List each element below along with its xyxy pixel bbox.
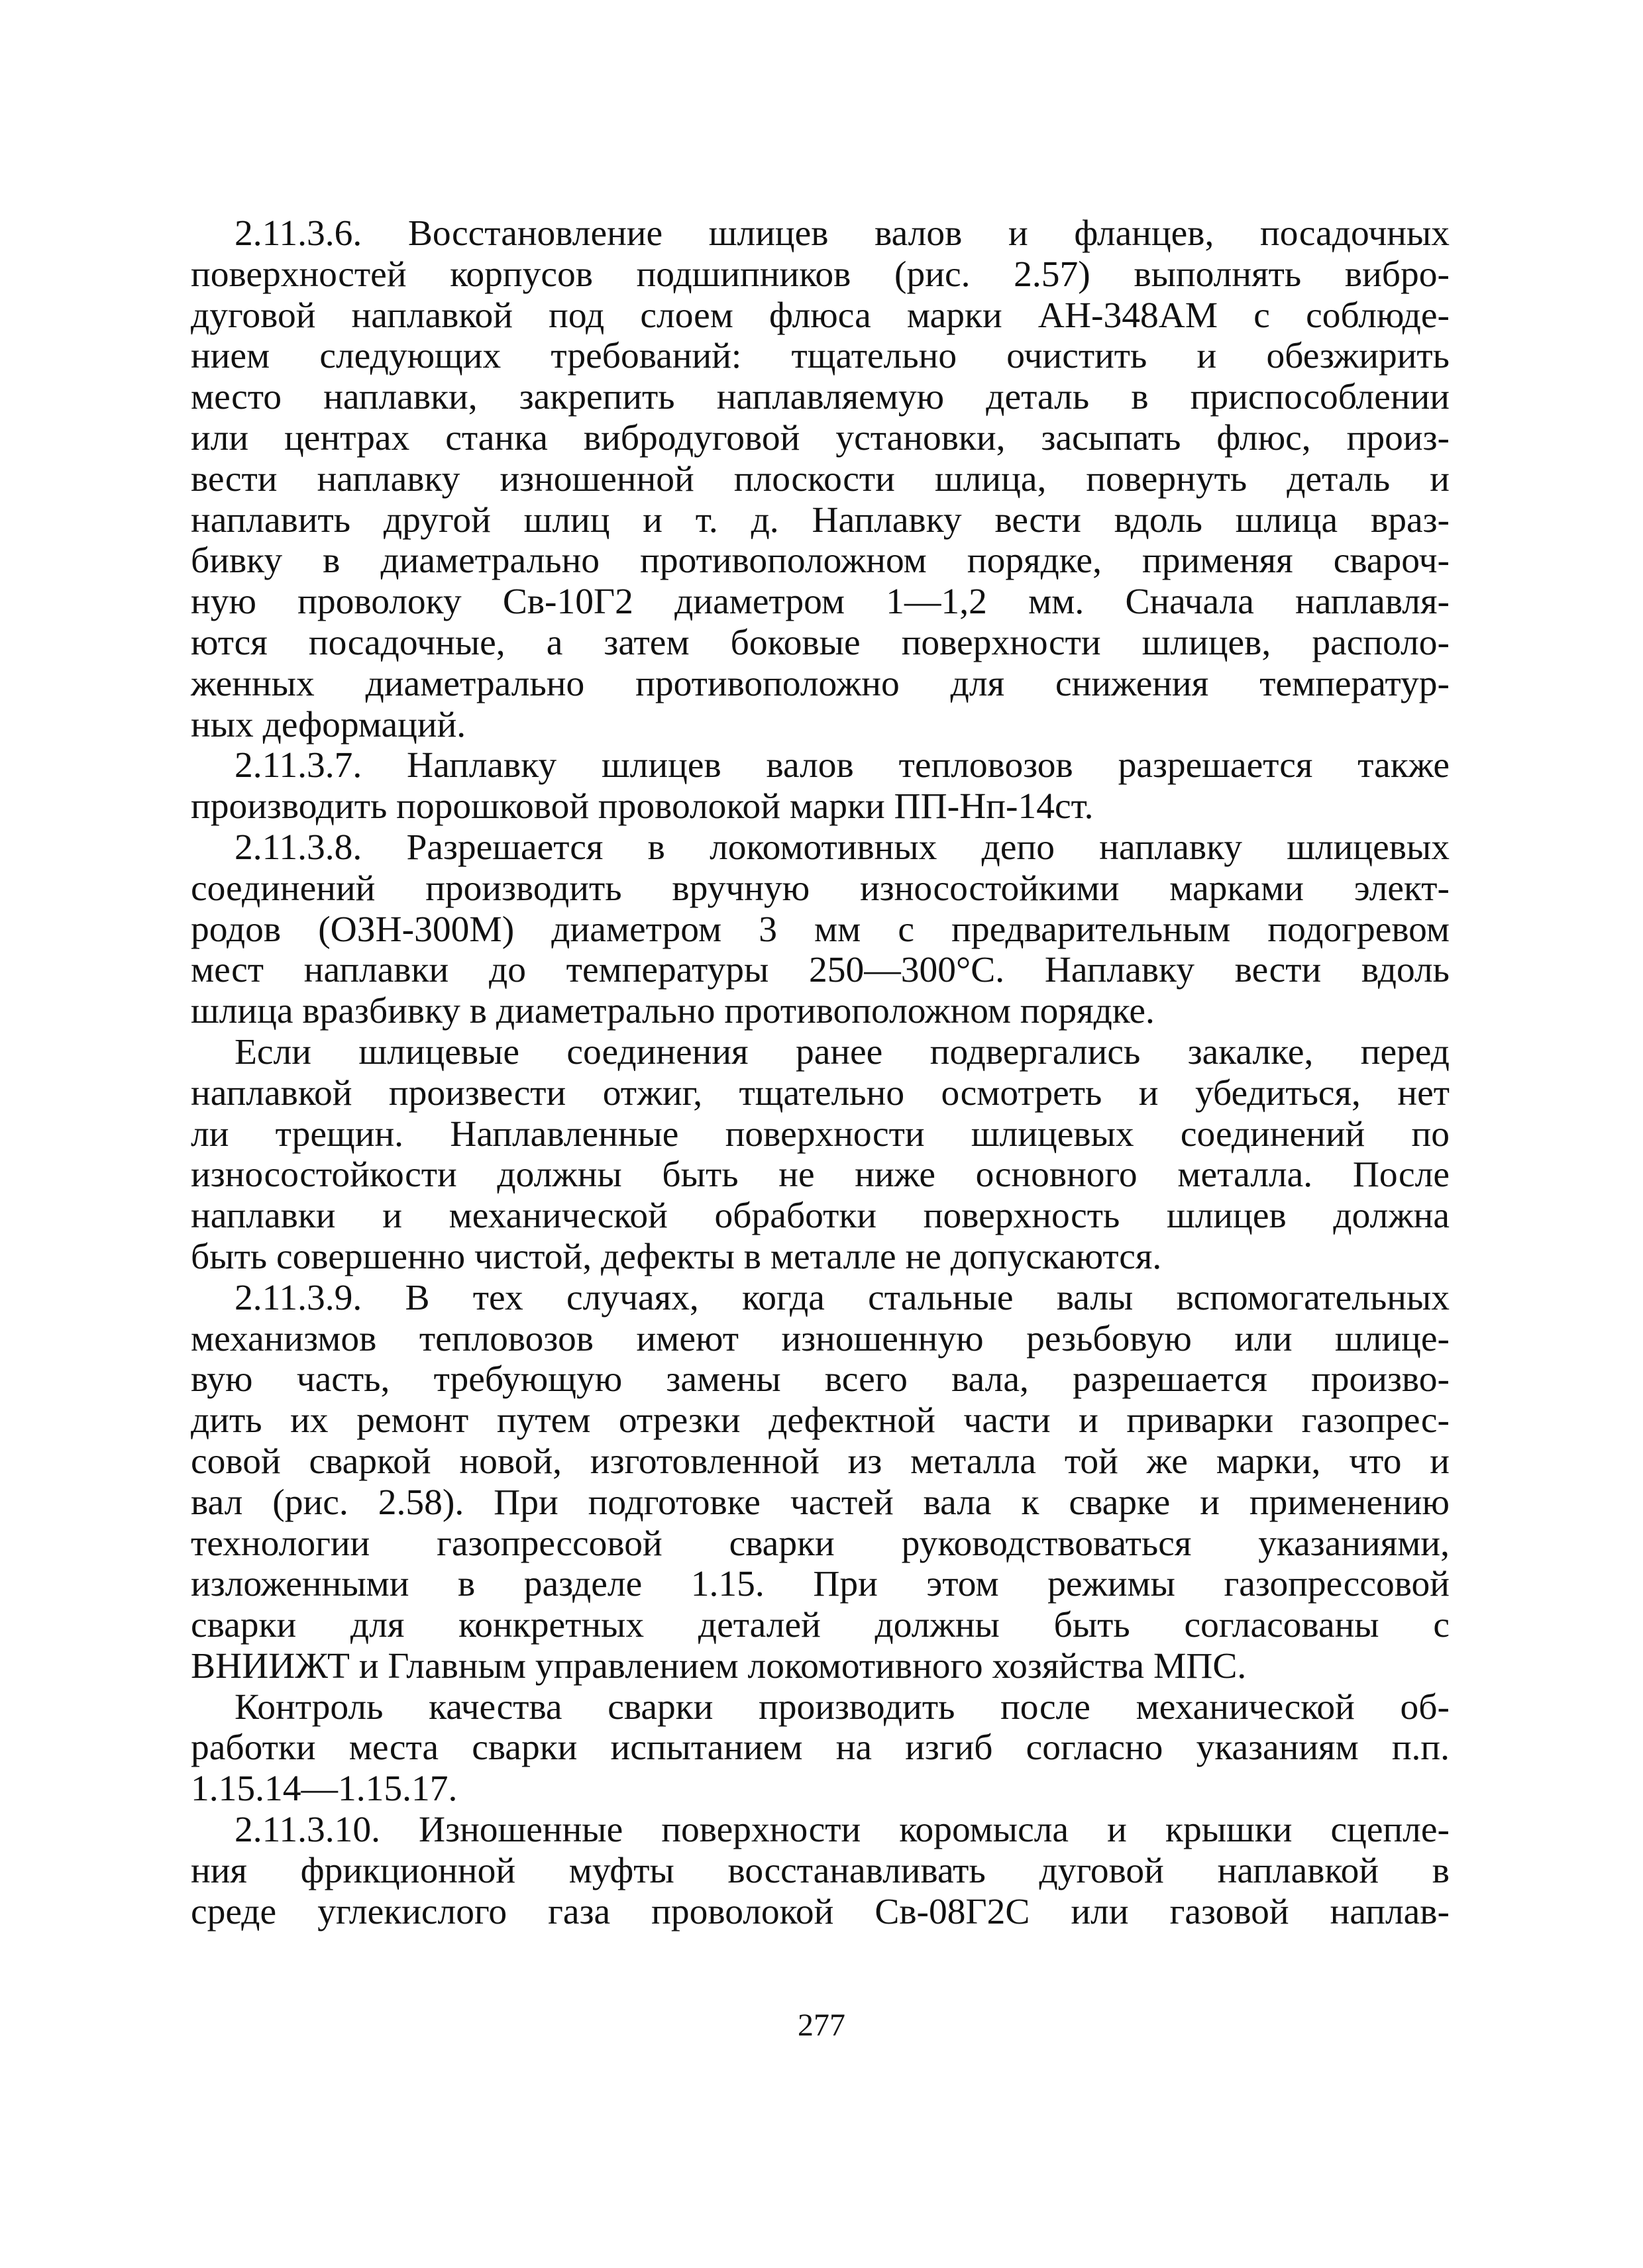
text-line: работки места сварки испытанием на изгиб согласно указаниям п.п. bbox=[191, 1727, 1450, 1769]
text-line: наплавить другой шлиц и т. д. Наплавку вести вдоль шлица враз- bbox=[191, 499, 1450, 541]
text-line: 2.11.3.6. Восстановление шлицев валов и фланцев, посадочных bbox=[235, 213, 1450, 254]
page-number: 277 bbox=[798, 2008, 845, 2043]
text-line: или центрах станка вибродуговой установки, засыпать флюс, произ- bbox=[191, 417, 1450, 458]
text-line: ВНИИЖТ и Главным управлением локомотивного хозяйства МПС. bbox=[191, 1645, 1247, 1686]
paragraph-weld-quality-control bbox=[191, 1687, 1450, 1810]
text-line: 2.11.3.9. В тех случаях, когда стальные валы вспомогательных bbox=[235, 1277, 1450, 1318]
text-line: вую часть, требующую замены всего вала, разрешается произво- bbox=[191, 1359, 1450, 1400]
text-line: 2.11.3.8. Разрешается в локомотивных депо наплавку шлицевых bbox=[235, 827, 1450, 868]
text-line: 1.15.14—1.15.17. bbox=[191, 1769, 458, 1810]
text-line: дуговой наплавкой под слоем флюса марки АН-348АМ с соблюде- bbox=[191, 295, 1450, 336]
paragraph-2-11-3-7 bbox=[191, 745, 1450, 827]
text-line: производить порошковой проволокой марки ПП-Нп-14ст. bbox=[191, 786, 1094, 827]
text-line: вал (рис. 2.58). При подготовке частей вала к сварке и применению bbox=[191, 1482, 1450, 1523]
text-line: шлица вразбивку в диаметрально противоположном порядке. bbox=[191, 991, 1155, 1032]
text-line: совой сваркой новой, изготовленной из металла той же марки, что и bbox=[191, 1441, 1450, 1482]
text-line: механизмов тепловозов имеют изношенную резьбовую или шлице- bbox=[191, 1318, 1450, 1359]
text-line: ния фрикционной муфты восстанавливать дуговой наплавкой в bbox=[191, 1850, 1450, 1891]
paragraph-2-11-3-9 bbox=[191, 1278, 1450, 1687]
text-line: нием следующих требований: тщательно очистить и обезжирить bbox=[191, 336, 1450, 377]
text-line: дить их ремонт путем отрезки дефектной части и приварки газопрес- bbox=[191, 1400, 1450, 1441]
text-line: родов (ОЗН-300М) диаметром 3 мм с предварительным подогревом bbox=[191, 909, 1450, 950]
text-line: Если шлицевые соединения ранее подвергались закалке, перед bbox=[235, 1031, 1450, 1072]
text-line: технологии газопрессовой сварки руководствоваться указаниями, bbox=[191, 1523, 1450, 1564]
text-line: сварки для конкретных деталей должны быть согласованы с bbox=[191, 1605, 1450, 1646]
text-line: женных диаметрально противоположно для снижения температур- bbox=[191, 663, 1450, 704]
text-line: износостойкости должны быть не ниже основного металла. После bbox=[191, 1155, 1450, 1196]
text-line: место наплавки, закрепить наплавляемую деталь в приспособлении bbox=[191, 377, 1450, 418]
text-line: поверхностей корпусов подшипников (рис. 2.57) выполнять вибро- bbox=[191, 254, 1450, 295]
text-line: мест наплавки до температуры 250—300°С. Наплавку вести вдоль bbox=[191, 950, 1450, 991]
text-line: ную проволоку Св-10Г2 диаметром 1—1,2 мм. Сначала наплавля- bbox=[191, 582, 1450, 623]
text-line: наплавкой произвести отжиг, тщательно осмотреть и убедиться, нет bbox=[191, 1072, 1450, 1113]
text-line: вести наплавку изношенной плоскости шлица, повернуть деталь и bbox=[191, 458, 1450, 499]
paragraph-2-11-3-10 bbox=[191, 1810, 1450, 1932]
paragraph-hardening-note bbox=[191, 1032, 1450, 1278]
text-line: изложенными в разделе 1.15. При этом режимы газопрессовой bbox=[191, 1564, 1450, 1605]
text-line: 2.11.3.10. Изношенные поверхности коромысла и крышки сцепле- bbox=[235, 1810, 1450, 1851]
text-line: Контроль качества сварки производить после механической об- bbox=[235, 1686, 1450, 1727]
text-line: 2.11.3.7. Наплавку шлицев валов тепловозов разрешается также bbox=[235, 745, 1450, 786]
text-line: быть совершенно чистой, дефекты в металле не допускаются. bbox=[191, 1236, 1162, 1277]
paragraph-2-11-3-6 bbox=[191, 213, 1450, 745]
text-line: ных деформаций. bbox=[191, 704, 466, 745]
text-line: соединений производить вручную износостойкими марками элект- bbox=[191, 868, 1450, 909]
text-line: ются посадочные, а затем боковые поверхности шлицев, располо- bbox=[191, 622, 1450, 663]
paragraph-2-11-3-8 bbox=[191, 827, 1450, 1032]
text-line: среде углекислого газа проволокой Св-08Г2С или газовой наплав- bbox=[191, 1891, 1450, 1932]
text-line: ли трещин. Наплавленные поверхности шлицевых соединений по bbox=[191, 1113, 1450, 1155]
page-body bbox=[191, 213, 1450, 1932]
text-line: бивку в диаметрально противоположном порядке, применяя свароч- bbox=[191, 541, 1450, 582]
text-line: наплавки и механической обработки поверхность шлицев должна bbox=[191, 1196, 1450, 1237]
